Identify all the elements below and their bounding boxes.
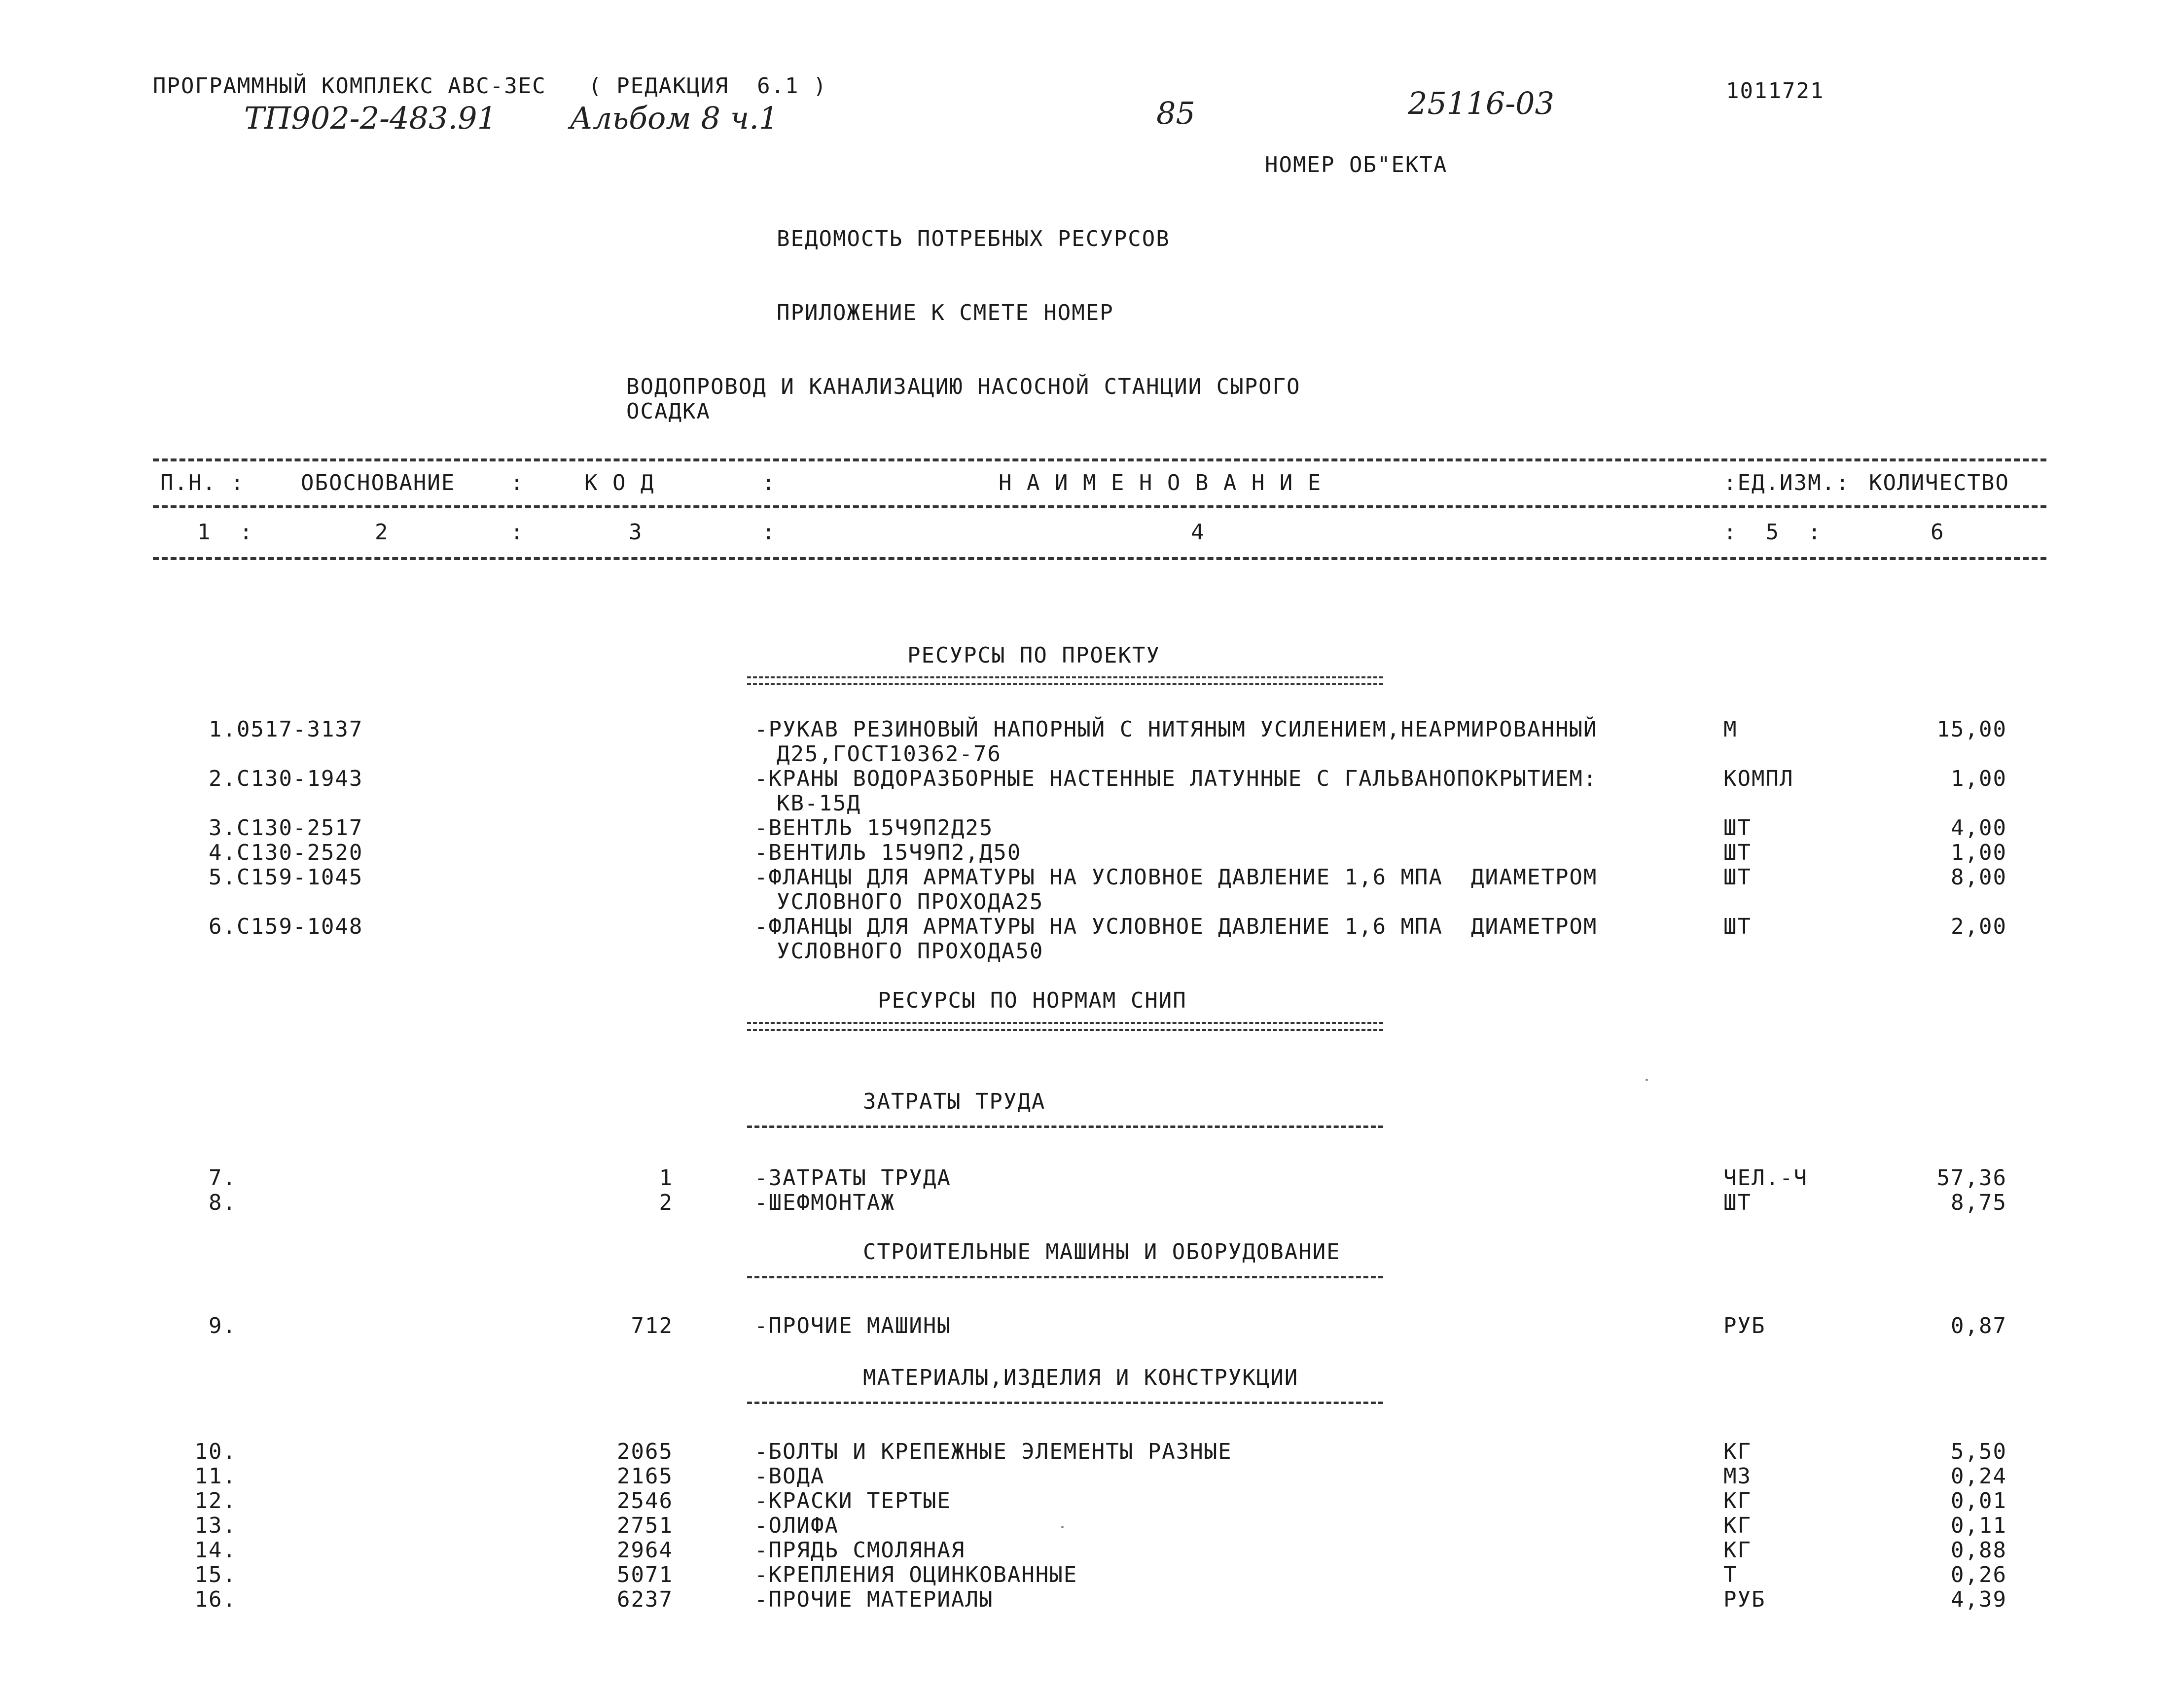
row-name: -ВЕНТЛЬ 15Ч9П2Д25 bbox=[754, 815, 994, 841]
row-name: -ШЕФМОНТАЖ bbox=[754, 1190, 895, 1215]
row-quantity: 15,00 bbox=[1936, 717, 2007, 742]
table-top-rule bbox=[153, 458, 2046, 461]
row-name: -КРАНЫ ВОДОРАЗБОРНЫЕ НАСТЕННЫЕ ЛАТУННЫЕ С ГАЛЬВАНОПОКРЫТИЕМ: bbox=[754, 766, 1598, 791]
col-header-code: К О Д bbox=[584, 470, 655, 495]
row-quantity: 1,00 bbox=[1951, 766, 2007, 791]
col-header-number: П.Н. : bbox=[160, 470, 245, 495]
row-unit: КГ bbox=[1723, 1439, 1752, 1464]
row-quantity: 2,00 bbox=[1951, 914, 2007, 939]
col-number-4: 4 bbox=[1191, 520, 1205, 545]
handwritten-code: 25116-03 bbox=[1408, 85, 1555, 121]
row-number: 7. bbox=[209, 1165, 237, 1191]
document-number: 1011721 bbox=[1726, 78, 1825, 104]
row-number: 9. bbox=[209, 1313, 237, 1338]
row-quantity: 0,87 bbox=[1951, 1313, 2007, 1338]
section-rule bbox=[747, 1125, 1383, 1128]
col-separator: : bbox=[510, 470, 525, 495]
row-unit: ШТ bbox=[1723, 914, 1752, 939]
row-number: 3. bbox=[209, 815, 237, 841]
row-unit: ЧЕЛ.-Ч bbox=[1723, 1165, 1808, 1191]
row-name-continued: УСЛОВНОГО ПРОХОДА25 bbox=[777, 889, 1044, 914]
row-quantity: 0,88 bbox=[1951, 1538, 2007, 1563]
col-number-5: : 5 : bbox=[1723, 520, 1822, 545]
row-basis: С159-1045 bbox=[237, 865, 363, 890]
row-basis: С130-2517 bbox=[237, 815, 363, 841]
row-code: 2751 bbox=[617, 1513, 673, 1538]
row-code: 5071 bbox=[617, 1562, 673, 1587]
row-code: 6237 bbox=[617, 1587, 673, 1612]
table-mid-rule bbox=[153, 505, 2046, 508]
row-number: 6. bbox=[209, 914, 237, 939]
row-code: 2 bbox=[659, 1190, 673, 1215]
row-name: -КРАСКИ ТЕРТЫЕ bbox=[754, 1488, 951, 1513]
handwritten-project-number: ТП902-2-483.91 bbox=[244, 100, 497, 136]
row-quantity: 8,75 bbox=[1951, 1190, 2007, 1215]
row-quantity: 5,50 bbox=[1951, 1439, 2007, 1464]
subject-line-1: ВОДОПРОВОД И КАНАЛИЗАЦИЮ НАСОСНОЙ СТАНЦИИ СЫРОГО bbox=[626, 374, 1301, 399]
section-title-snip: РЕСУРСЫ ПО НОРМАМ СНИП bbox=[878, 988, 1187, 1013]
row-name: -ОЛИФА bbox=[754, 1513, 839, 1538]
row-name: -ПРОЧИЕ МАТЕРИАЛЫ bbox=[754, 1587, 994, 1612]
appendix-line: ПРИЛОЖЕНИЕ К СМЕТЕ НОМЕР bbox=[777, 300, 1114, 325]
col-number-2: 2 bbox=[375, 520, 389, 545]
section-double-rule bbox=[747, 676, 1383, 685]
col-header-quantity: КОЛИЧЕСТВО bbox=[1869, 470, 2009, 495]
row-name: -ПРОЧИЕ МАШИНЫ bbox=[754, 1313, 951, 1338]
col-number-1: 1 : bbox=[197, 520, 253, 545]
row-basis: 0517-3137 bbox=[237, 717, 363, 742]
row-quantity: 57,36 bbox=[1936, 1165, 2007, 1191]
row-number: 13. bbox=[194, 1513, 237, 1538]
row-basis: С130-2520 bbox=[237, 840, 363, 865]
row-unit: РУБ bbox=[1723, 1587, 1766, 1612]
col-header-unit: :ЕД.ИЗМ.: bbox=[1723, 470, 1850, 495]
row-number: 15. bbox=[194, 1562, 237, 1587]
row-quantity: 0,24 bbox=[1951, 1464, 2007, 1489]
row-basis: С130-1943 bbox=[237, 766, 363, 791]
row-number: 11. bbox=[194, 1464, 237, 1489]
row-unit: КОМПЛ bbox=[1723, 766, 1794, 791]
row-quantity: 0,11 bbox=[1951, 1513, 2007, 1538]
col-separator: : bbox=[762, 470, 776, 495]
row-code: 2165 bbox=[617, 1464, 673, 1489]
row-unit: Т bbox=[1723, 1562, 1738, 1587]
subject-line-2: ОСАДКА bbox=[626, 399, 711, 424]
row-quantity: 4,00 bbox=[1951, 815, 2007, 841]
row-name: -ВОДА bbox=[754, 1464, 825, 1489]
row-code: 1 bbox=[659, 1165, 673, 1191]
section-title-labor: ЗАТРАТЫ ТРУДА bbox=[863, 1089, 1046, 1114]
row-number: 2. bbox=[209, 766, 237, 791]
row-unit: ШТ bbox=[1723, 840, 1752, 865]
row-unit: РУБ bbox=[1723, 1313, 1766, 1338]
row-basis: С159-1048 bbox=[237, 914, 363, 939]
row-number: 1. bbox=[209, 717, 237, 742]
row-number: 10. bbox=[194, 1439, 237, 1464]
col-number-3: 3 bbox=[629, 520, 643, 545]
row-unit: КГ bbox=[1723, 1488, 1752, 1513]
row-name: -ФЛАНЦЫ ДЛЯ АРМАТУРЫ НА УСЛОВНОЕ ДАВЛЕНИЕ 1,6 МПА ДИАМЕТРОМ bbox=[754, 865, 1598, 890]
col-number-6: 6 bbox=[1931, 520, 1945, 545]
section-rule bbox=[747, 1402, 1383, 1404]
col-separator: : bbox=[510, 520, 525, 545]
object-number-label: НОМЕР ОБ"ЕКТА bbox=[1265, 152, 1448, 177]
row-quantity: 0,01 bbox=[1951, 1488, 2007, 1513]
row-code: 712 bbox=[631, 1313, 673, 1338]
row-name: -ВЕНТИЛЬ 15Ч9П2,Д50 bbox=[754, 840, 1022, 865]
row-name-continued: КВ-15Д bbox=[777, 791, 861, 816]
row-name: -КРЕПЛЕНИЯ ОЦИНКОВАННЫЕ bbox=[754, 1562, 1078, 1587]
row-code: 2546 bbox=[617, 1488, 673, 1513]
row-quantity: 8,00 bbox=[1951, 865, 2007, 890]
row-name: -РУКАВ РЕЗИНОВЫЙ НАПОРНЫЙ С НИТЯНЫМ УСИЛЕНИЕМ,НЕАРМИРОВАННЫЙ bbox=[754, 717, 1598, 742]
page-number: 85 bbox=[1156, 95, 1195, 131]
scan-speck bbox=[1646, 1079, 1648, 1081]
section-title-project: РЕСУРСЫ ПО ПРОЕКТУ bbox=[907, 643, 1160, 668]
table-bottom-rule bbox=[153, 557, 2046, 560]
section-title-machines: СТРОИТЕЛЬНЫЕ МАШИНЫ И ОБОРУДОВАНИЕ bbox=[863, 1239, 1341, 1265]
row-number: 16. bbox=[194, 1587, 237, 1612]
row-unit: КГ bbox=[1723, 1513, 1752, 1538]
section-title-materials: МАТЕРИАЛЫ,ИЗДЕЛИЯ И КОНСТРУКЦИИ bbox=[863, 1365, 1299, 1390]
col-header-basis: ОБОСНОВАНИЕ bbox=[301, 470, 456, 495]
row-name-continued: Д25,ГОСТ10362-76 bbox=[777, 741, 1002, 767]
section-rule bbox=[747, 1276, 1383, 1278]
program-header: ПРОГРАММНЫЙ КОМПЛЕКС АВС-ЗЕС ( РЕДАКЦИЯ 6.1 ) bbox=[153, 73, 827, 99]
row-quantity: 1,00 bbox=[1951, 840, 2007, 865]
row-number: 12. bbox=[194, 1488, 237, 1513]
row-unit: ШТ bbox=[1723, 815, 1752, 841]
row-name: -ПРЯДЬ СМОЛЯНАЯ bbox=[754, 1538, 966, 1563]
row-quantity: 4,39 bbox=[1951, 1587, 2007, 1612]
row-unit: КГ bbox=[1723, 1538, 1752, 1563]
document-title: ВЕДОМОСТЬ ПОТРЕБНЫХ РЕСУРСОВ bbox=[777, 226, 1170, 251]
row-number: 8. bbox=[209, 1190, 237, 1215]
row-number: 14. bbox=[194, 1538, 237, 1563]
row-unit: М3 bbox=[1723, 1464, 1752, 1489]
section-double-rule bbox=[747, 1022, 1383, 1031]
row-code: 2964 bbox=[617, 1538, 673, 1563]
row-name: -ЗАТРАТЫ ТРУДА bbox=[754, 1165, 951, 1191]
col-separator: : bbox=[762, 520, 776, 545]
row-name: -БОЛТЫ И КРЕПЕЖНЫЕ ЭЛЕМЕНТЫ РАЗНЫЕ bbox=[754, 1439, 1232, 1464]
handwritten-album: Альбом 8 ч.1 bbox=[570, 100, 779, 136]
row-quantity: 0,26 bbox=[1951, 1562, 2007, 1587]
row-number: 5. bbox=[209, 865, 237, 890]
col-header-name: Н А И М Е Н О В А Н И Е bbox=[999, 470, 1322, 495]
row-name-continued: УСЛОВНОГО ПРОХОДА50 bbox=[777, 939, 1044, 964]
row-code: 2065 bbox=[617, 1439, 673, 1464]
row-unit: ШТ bbox=[1723, 865, 1752, 890]
scan-speck bbox=[1061, 1526, 1064, 1528]
row-name: -ФЛАНЦЫ ДЛЯ АРМАТУРЫ НА УСЛОВНОЕ ДАВЛЕНИЕ 1,6 МПА ДИАМЕТРОМ bbox=[754, 914, 1598, 939]
row-number: 4. bbox=[209, 840, 237, 865]
row-unit: ШТ bbox=[1723, 1190, 1752, 1215]
row-unit: М bbox=[1723, 717, 1738, 742]
